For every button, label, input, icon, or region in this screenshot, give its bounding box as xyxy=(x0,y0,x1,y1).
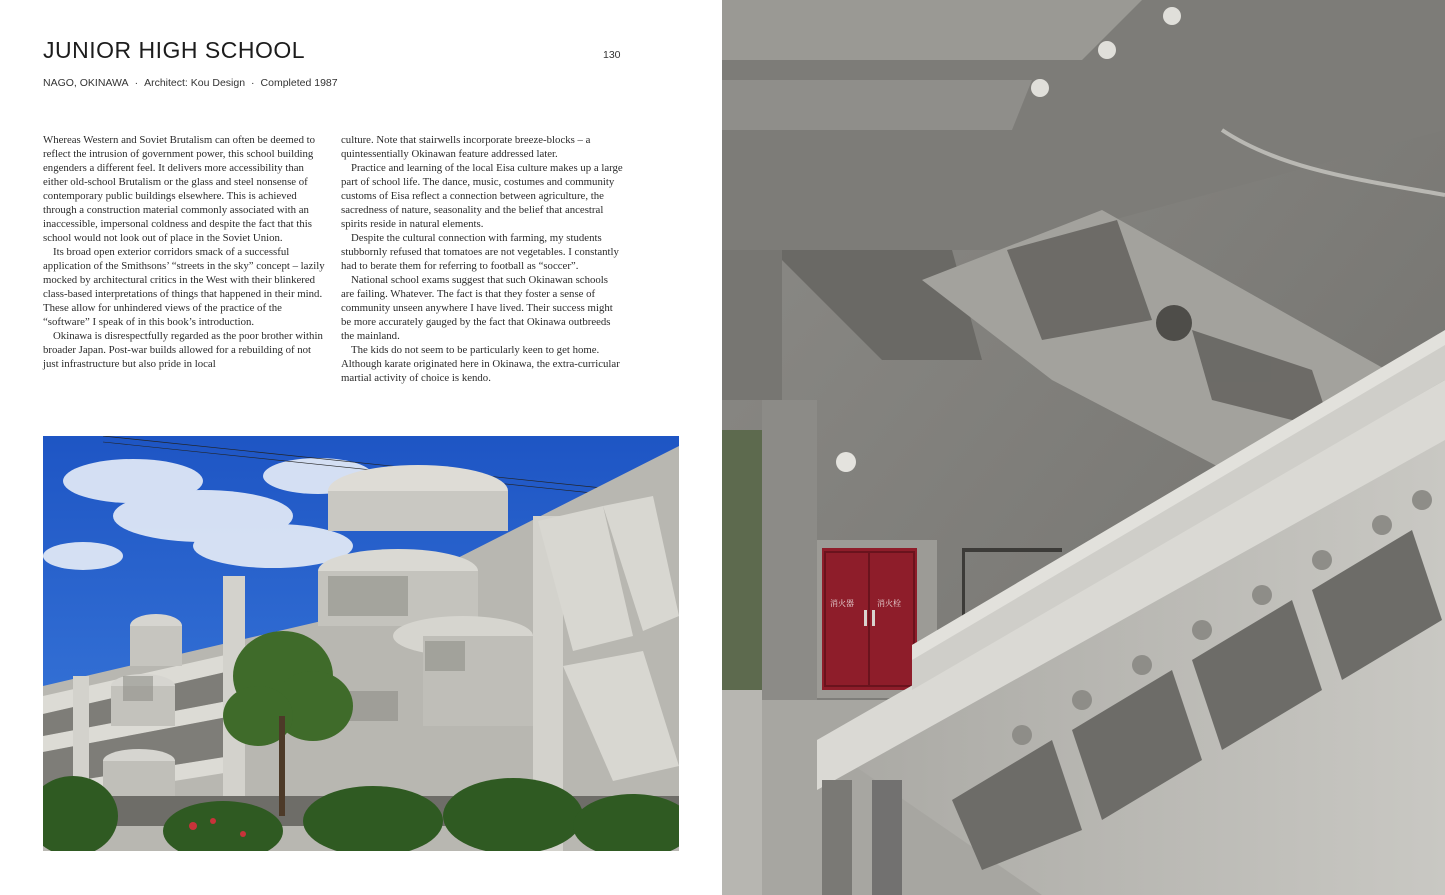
project-meta xyxy=(43,77,338,89)
separator: · xyxy=(134,77,139,89)
door-sign-right: 消火栓 xyxy=(877,599,901,608)
body-column-2 xyxy=(341,133,623,385)
door-sign-left: 消火器 xyxy=(830,599,854,608)
stairwell-photo xyxy=(722,0,1445,895)
paragraph: Practice and learning of the local Eisa culture makes up a large part of school life. The dance, music, costumes and community customs of Eisa reflect a connection between agriculture, the sacredness of nature, seasonality and the belief that ancestral spirits reside in natural elements. xyxy=(341,162,623,230)
left-page xyxy=(0,0,722,895)
completed-date: Completed 1987 xyxy=(260,77,338,89)
body-column-1 xyxy=(43,133,325,371)
paragraph: The kids do not seem to be particularly keen to get home. Although karate originated here in Okinawa, the extra-curricular martial activity of choice is kendo. xyxy=(341,344,620,384)
paragraph: Its broad open exterior corridors smack of a successful application of the Smithsons’ “streets in the sky” concept – lazily mocked by architectural critics in the West with their blinkered class-based interpretations of things that happened in their mind. These allow for unhindered views of the practice of the “software” I speak of in this book’s introduction. xyxy=(43,246,325,328)
paragraph: Despite the cultural connection with farming, my students stubbornly refused that tomatoes are not vegetables. I constantly had to berate them for referring to football as “soccer”. xyxy=(341,232,619,272)
location: NAGO, OKINAWA xyxy=(43,77,129,89)
paragraph: culture. Note that stairwells incorporate breeze-blocks – a quintessentially Okinawan feature addressed later. xyxy=(341,134,591,160)
page-number: 130 xyxy=(603,49,621,61)
paragraph: National school exams suggest that such Okinawan schools are failing. Whatever. The fact is that they foster a sense of community unseen anywhere I have lived. Their success might be more accurately gauged by the fact that Okinawa outbreeds the mainland. xyxy=(341,274,613,342)
separator: · xyxy=(251,77,255,89)
paragraph: Okinawa is disrespectfully regarded as the poor brother within broader Japan. Post-war builds allowed for a rebuilding of not just infrastructure but also pride in local xyxy=(43,330,323,370)
page-title: JUNIOR HIGH SCHOOL xyxy=(43,37,306,63)
paragraph: Whereas Western and Soviet Brutalism can often be deemed to reflect the intrusion of government power, this school building engenders a different feel. It delivers more accessibility than either old-school Brutalism or the glass and steel nonsense of contemporary public buildings elsewhere. This is achieved through a construction material commonly associated with an inaccessible, impersonal coldness and despite the fact that this school would not look out of place in the Soviet Union. xyxy=(43,134,316,244)
architect: Architect: Kou Design xyxy=(144,77,246,89)
school-exterior-photo xyxy=(43,436,679,851)
